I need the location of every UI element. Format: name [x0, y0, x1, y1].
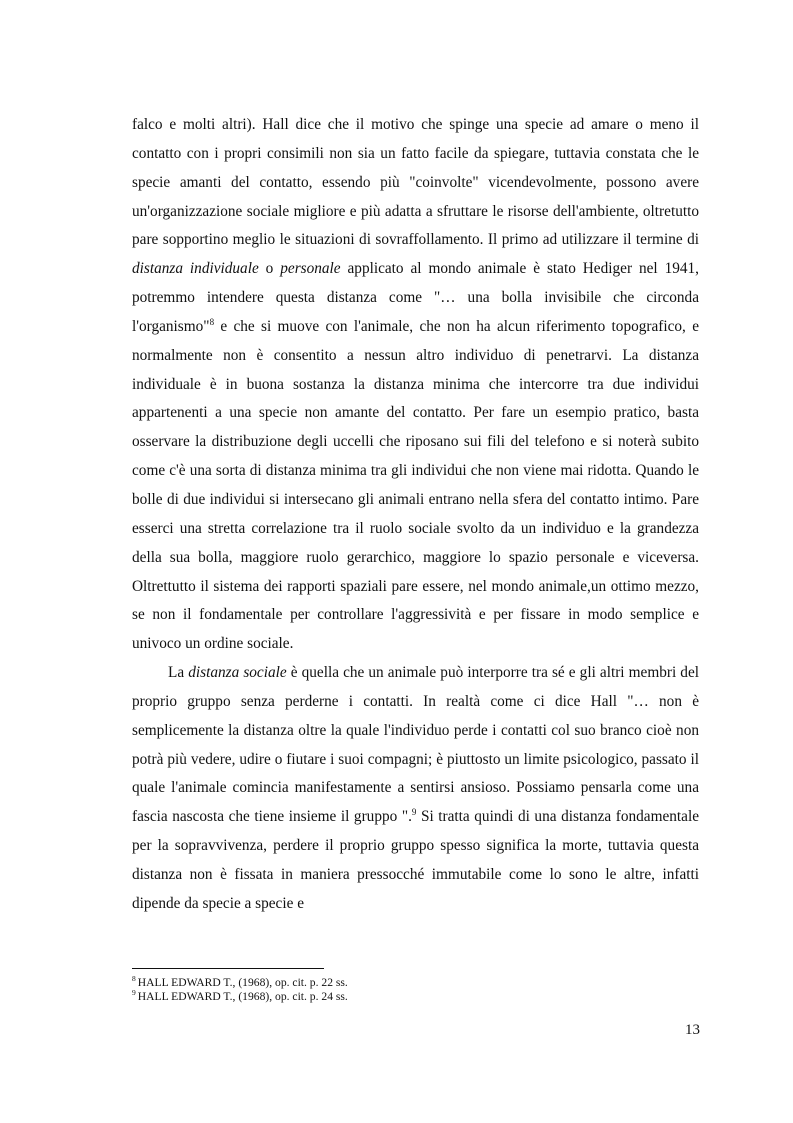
term-distanza-sociale: distanza sociale — [188, 664, 287, 682]
footnote-number-8: 8 — [132, 974, 136, 984]
footnote-9 — [132, 990, 699, 1004]
paragraph-2-text-1: La — [168, 664, 189, 682]
footnote-number-9: 9 — [132, 988, 136, 998]
paragraph-2-text-3: Si tratta quindi di una distanza fondamentale per la sopravvivenza, perdere il proprio gruppo spesso significa la morte, tuttavia questa distanza non è fissata in maniera pressocché immutabile come lo sono le altre, infatti dipende da specie a specie e — [132, 808, 699, 912]
footnote-text-9: HALL EDWARD T., (1968), op. cit. p. 24 ss. — [137, 990, 348, 1003]
paragraph-1 — [132, 111, 699, 659]
paragraph-1-text-2: o — [258, 260, 281, 278]
footnote-ref-8[interactable]: 8 — [209, 316, 215, 327]
footnote-text-8: HALL EDWARD T., (1968), op. cit. p. 22 ss. — [137, 976, 348, 989]
footnotes — [132, 976, 699, 1004]
footnote-8 — [132, 976, 699, 990]
term-personale: personale — [280, 260, 341, 278]
paragraph-2 — [132, 659, 699, 919]
paragraph-1-text-3: applicato al mondo animale è stato Hediger nel 1941, potremmo intendere questa distanza come "… una bolla invisibile che circonda l'organismo" — [132, 260, 699, 335]
body-text — [132, 111, 699, 919]
page-number: 13 — [685, 1022, 700, 1038]
paragraph-2-text-2: è quella che un animale può interporre tra sé e gli altri membri del proprio gruppo senza perderne i contatti. In realtà come ci dice Hall "… non è semplicemente la distanza oltre la quale l'individuo perde i contatti col suo branco cioè non potrà più vedere, udire o fiutare i suoi compagni; è piuttosto un limite psicologico, passato il quale l'animale comincia manifestamente a sentirsi ansioso. Possiamo pensarla come una fascia nascosta che tiene insieme il gruppo ". — [132, 664, 699, 826]
footnote-separator — [132, 968, 324, 969]
term-distanza-individuale: distanza individuale — [132, 260, 259, 278]
footnote-ref-9[interactable]: 9 — [411, 807, 417, 818]
paragraph-1-text-1: falco e molti altri). Hall dice che il motivo che spinge una specie ad amare o meno il contatto con i propri consimili non sia un fatto facile da spiegare, tuttavia constata che le specie amanti del contatto, essendo più "coinvolte" vicendevolmente, possono avere un'organizzazione sociale migliore e più adatta a sfruttare le risorse dell'ambiente, oltretutto pare sopportino meglio le situazioni di sovraffollamento. Il primo ad utilizzare il termine di — [132, 116, 699, 249]
paragraph-1-text-4: e che si muove con l'animale, che non ha alcun riferimento topografico, e normalmente non è consentito a nessun altro individuo di penetrarvi. La distanza individuale è in buona sostanza la distanza minima che intercorre tra due individui appartenenti a una specie non amante del contatto. Per fare un esempio pratico, basta osservare la distribuzione degli uccelli che riposano sui fili del telefono e si noterà subito come c'è una sorta di distanza minima tra gli individui che non viene mai ridotta. Quando le bolle di due individui si intersecano gli animali entrano nella sfera del contatto intimo. Pare esserci una stretta correlazione tra il ruolo sociale svolto da un individuo e la grandezza della sua bolla, maggiore ruolo gerarchico, maggiore lo spazio personale e viceversa. Oltrettutto il sistema dei rapporti spaziali pare essere, nel mondo animale,un ottimo mezzo, se non il fondamentale per controllare l'aggressività e per fissare in modo semplice e univoco un ordine sociale. — [132, 317, 699, 653]
